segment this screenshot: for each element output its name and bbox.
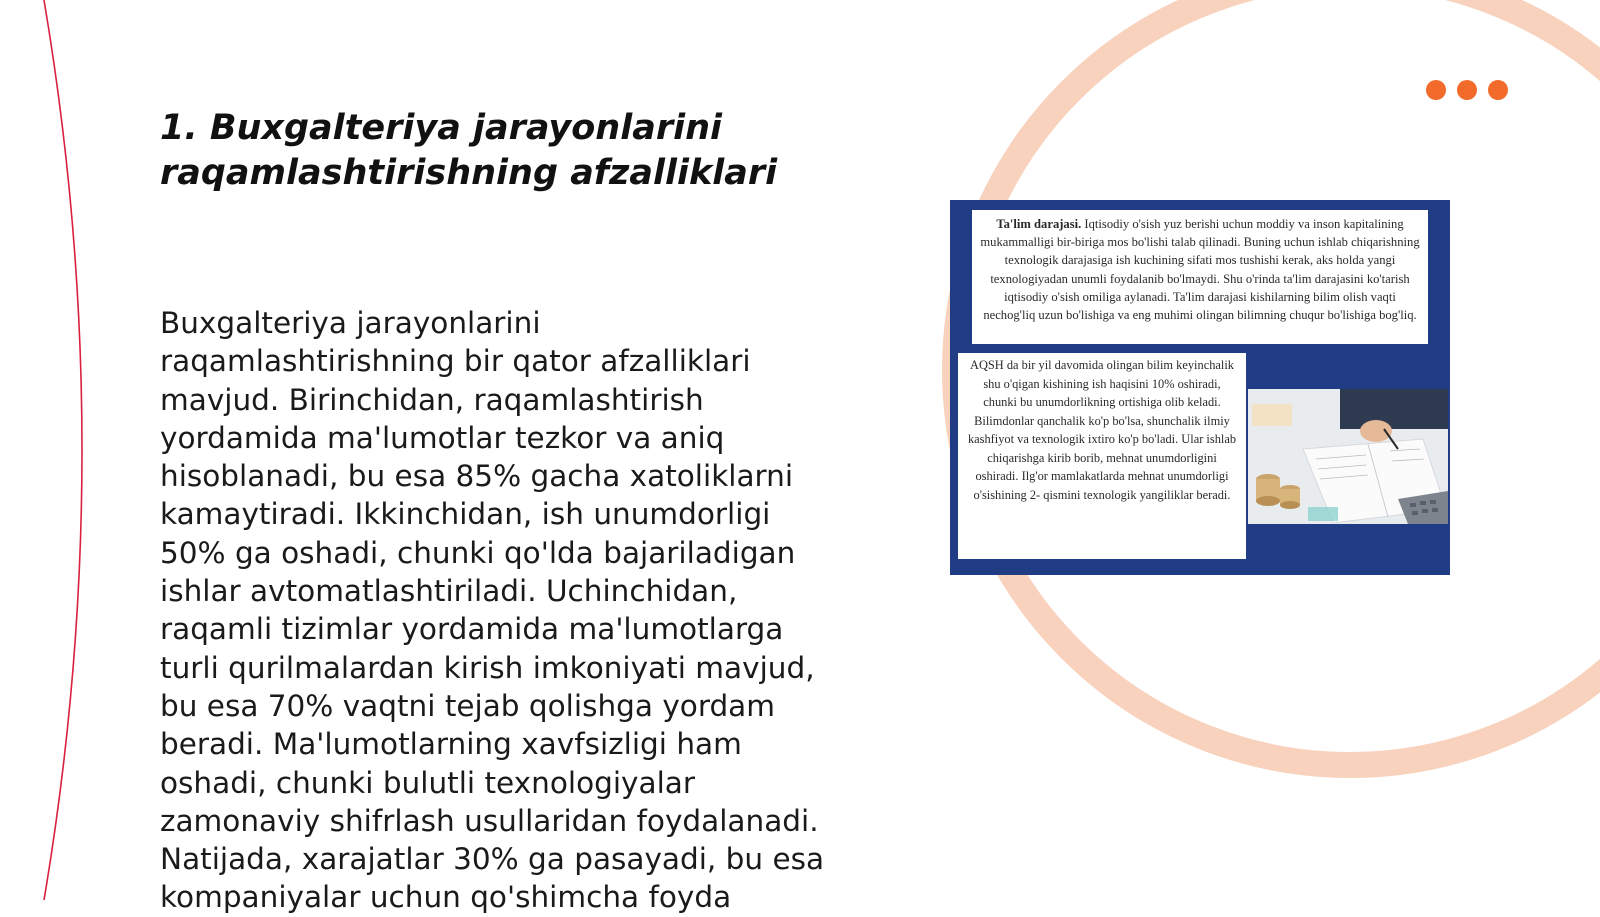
more-dots-icon <box>1426 80 1508 100</box>
accounting-photo-illustration <box>1248 389 1448 524</box>
slide-body-text: Buxgalteriya jarayonlarini raqamlashtirishning bir qator afzalliklari mavjud. Birinchidan, raqamlashtirish yordamida ma'lumotlar tezkor va aniq hisoblanadi, bu esa 85% gacha xatoliklarni kamaytiradi. Ikkinchidan, ish unumdorligi 50% ga oshadi, chunki qo'lda bajariladigan ishlar avtomatlashtiriladi. Uchinchidan, raqamli tizimlar yordamida ma'lumotlarga turli qurilmalardan kirish imkoniyati mavjud, bu esa 70% vaqtni tejab qolishga yordam beradi. Ma'lumotlarning xavfsizligi ham oshadi, chunki bulutli texnologiyalar zamonaviy shifrlash usullaridan foydalanadi. Natijada, xarajatlar 30% ga pasayadi, bu esa kompaniyalar uchun qo'shimcha foyda <box>160 306 825 915</box>
dot <box>1426 80 1446 100</box>
decor-left-curve <box>44 0 82 900</box>
book-page-figure <box>950 200 1450 575</box>
book-text-top-body: Iqtisodiy o'sish yuz berishi uchun moddiy va inson kapitalining mukammalligi bir-biriga mos bo'lishi talab qilinadi. Buning uchun ishlab chiqarishning texnologik darajasiga ish kuchining sifati mos tushishi kerak, aks holda yangi texnologiyadan unumli foydalanib bo'lmaydi. Shu o'rinda ta'lim darajasini ko'tarish iqtisodiy o'sish omiliga aylanadi. Ta'lim darajasi kishilarning bilim olish vaqti nechog'liq uzun bo'lishiga va eng muhimi olingan bilimning chuqur bo'lishiga bog'liq. <box>980 217 1420 323</box>
dot <box>1488 80 1508 100</box>
slide-title: 1. Buxgalteriya jarayonlarini raqamlashtirishning afzalliklari <box>160 108 778 193</box>
book-text-lead: Ta'lim darajasi. <box>996 217 1082 231</box>
book-text-bottom: AQSH da bir yil davomida olingan bilim keyinchalik shu o'qigan kishining ish haqisini 10% oshiradi, chunki bu unumdorlikning ortishiga olib keladi. Bilimdonlar qanchalik ko'p bo'lsa, shunchalik ilmiy kashfiyot va texnologik ixtiro ko'p bo'ladi. Ular ishlab chiqarishga kirib borib, mehnat unumdorligini oshiradi. Ilg'or mamlakatlarda mehnat unumdorligi o'sishining 2- qismini texnologik yangiliklar beradi. <box>958 353 1246 559</box>
accounting-photo <box>1248 389 1448 524</box>
book-text-top <box>972 210 1428 344</box>
dot <box>1457 80 1477 100</box>
